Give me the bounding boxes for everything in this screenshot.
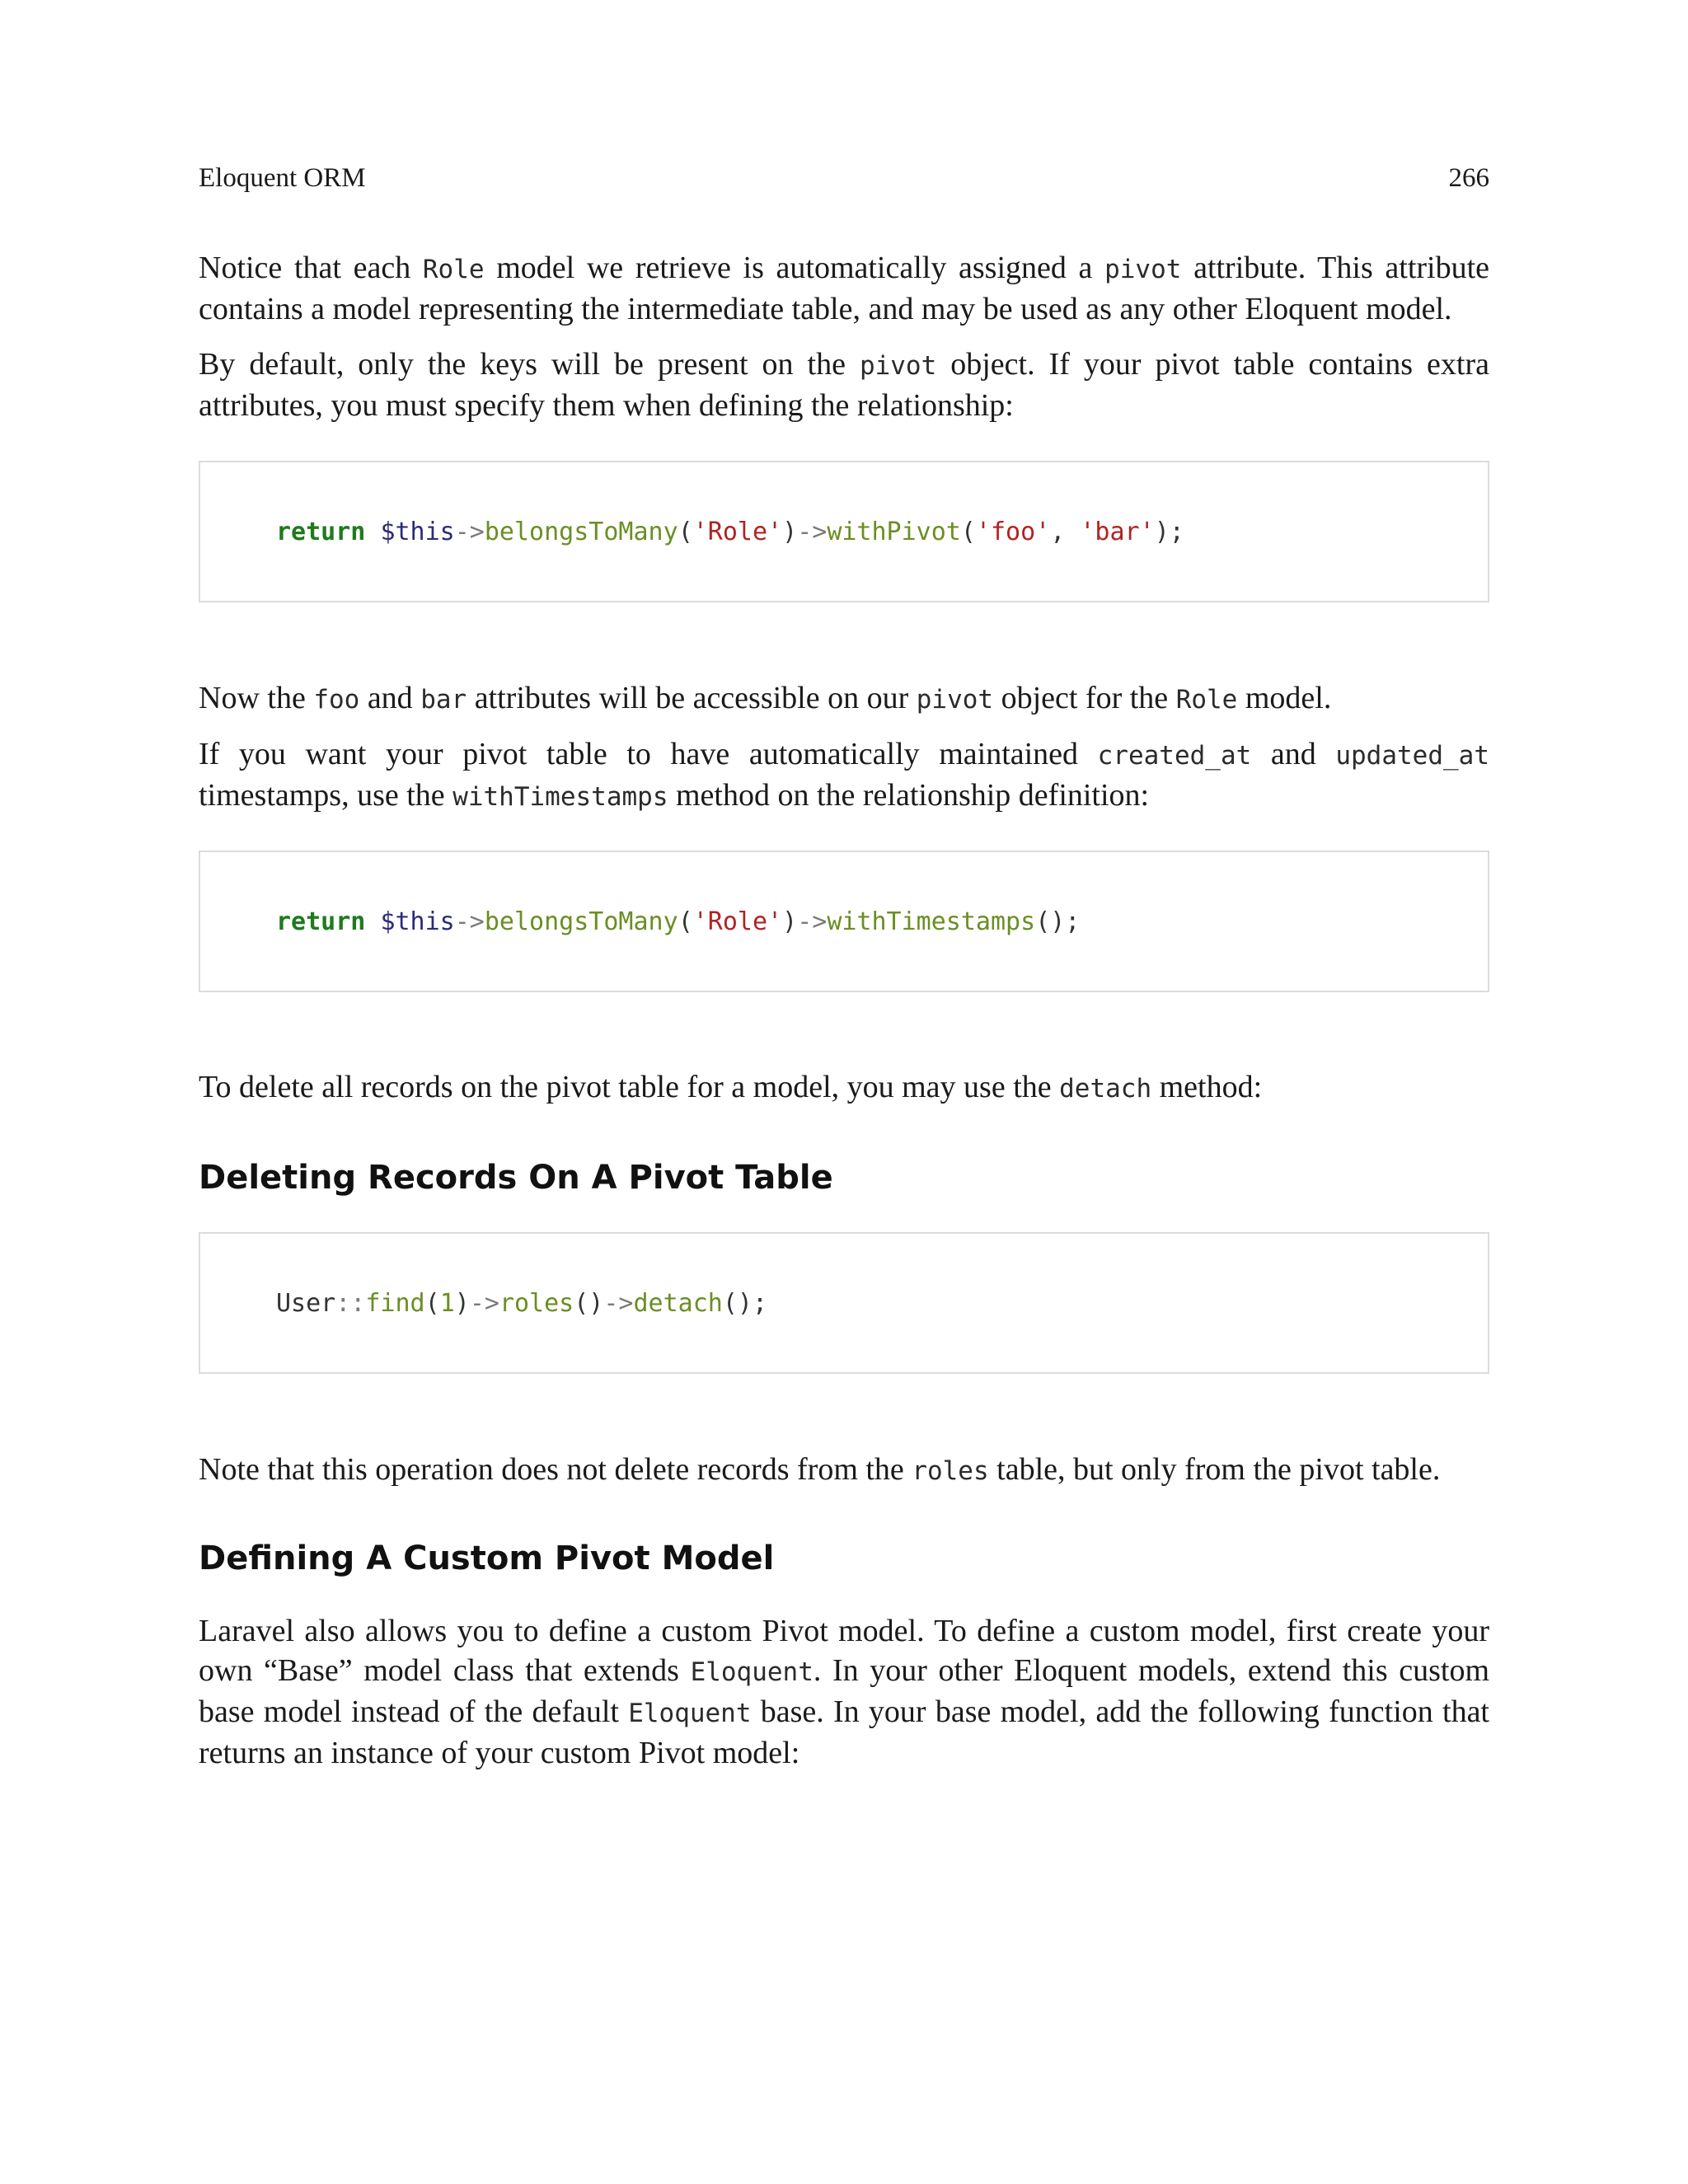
paragraph-accessible-attributes: Now the foo and bar attributes will be accessible on our pivot object for the Role model. xyxy=(199,681,1332,715)
inline-code: created_at xyxy=(1097,741,1252,771)
section-heading-custom-pivot: Defining A Custom Pivot Model xyxy=(199,1540,775,1577)
inline-code: Eloquent xyxy=(690,1657,814,1687)
inline-code: updated_at xyxy=(1335,741,1489,771)
inline-code: Role xyxy=(1175,685,1238,715)
inline-code: pivot xyxy=(916,685,994,715)
paragraph-custom-pivot: Laravel also allows you to define a custom Pivot model. To define a custom model, first create your own “Base” model class that extends Eloquent. In your other Eloquent models, extend this custom base model instead of the default Eloquent base. In your base model, add the following function that returns an instance of your custom Pivot model: xyxy=(199,1614,1489,1770)
code-block-with-pivot: return $this->belongsToMany('Role')->withPivot('foo', 'bar'); xyxy=(199,461,1489,602)
inline-code: detach xyxy=(1059,1074,1152,1104)
chapter-title: Eloquent ORM xyxy=(199,163,366,193)
inline-code: withTimestamps xyxy=(452,782,668,812)
paragraph-pivot-attribute: Notice that each Role model we retrieve is automatically assigned a pivot attribute. This attribute contains a model representing the intermediate table, and may be used as any other Eloquent model. xyxy=(199,251,1490,326)
running-header xyxy=(199,162,1489,194)
inline-code: Eloquent xyxy=(628,1699,752,1728)
inline-code: Role xyxy=(422,255,485,284)
paragraph-default-keys: By default, only the keys will be present on the pivot object. If your pivot table contains extra attributes, you must specify them when defining the relationship: xyxy=(199,347,1489,423)
section-heading-deleting-records: Deleting Records On A Pivot Table xyxy=(199,1159,833,1197)
inline-code: pivot xyxy=(1104,255,1182,284)
code-block-with-timestamps: return $this->belongsToMany('Role')->withTimestamps(); xyxy=(199,851,1489,992)
inline-code: foo xyxy=(313,685,360,715)
inline-code: pivot xyxy=(859,351,937,381)
inline-code: bar xyxy=(420,685,467,715)
paragraph-timestamps: If you want your pivot table to have automatically maintained created_at and updated_at timestamps, use the withTimestamps method on the relationship definition: xyxy=(199,737,1489,813)
paragraph-roles-note: Note that this operation does not delete records from the roles table, but only from the pivot table. xyxy=(199,1452,1441,1487)
page-number: 266 xyxy=(1448,163,1489,193)
inline-code: roles xyxy=(912,1456,989,1486)
paragraph-detach: To delete all records on the pivot table for a model, you may use the detach method: xyxy=(199,1070,1263,1104)
code-block-detach: User::find(1)->roles()->detach(); xyxy=(199,1232,1489,1374)
